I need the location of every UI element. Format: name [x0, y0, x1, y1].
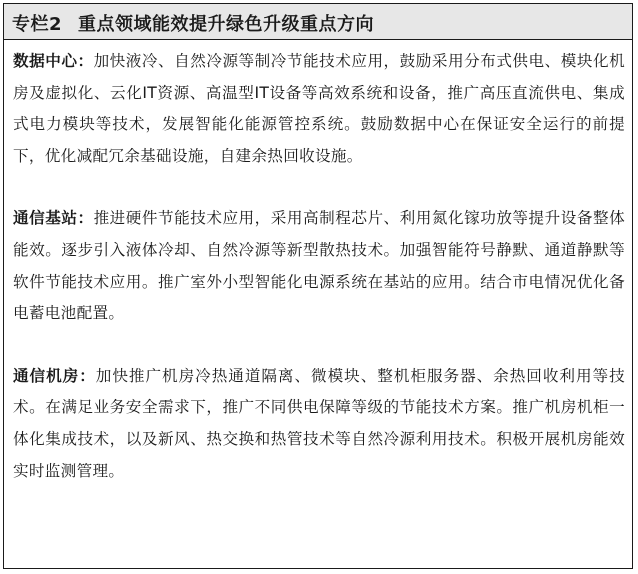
section-base-station	[13, 203, 625, 329]
section-text: 推进硬件节能技术应用，采用高制程芯片、利用氮化镓功放等提升设备整体能效。逐步引入液体冷却、自然冷源等新型散热技术。加强智能符号静默、通道静默等软件节能技术应用。推广室外小型智能化电源系统在基站的应用。结合市电情况优化备电蓄电池配置。	[13, 209, 625, 323]
column-heading: 重点领域能效提升绿色升级重点方向	[78, 14, 375, 35]
section-label: 数据中心：	[13, 52, 94, 70]
column-tag: 专栏2	[12, 14, 63, 35]
section-equipment-room	[13, 361, 625, 487]
section-text: 加快液冷、自然冷源等制冷节能技术应用，鼓励采用分布式供电、模块化机房及虚拟化、云化IT资源、高温型IT设备等高效系统和设备，推广高压直流供电、集成式电力模块等技术，发展智能化能源管控系统。鼓励数据中心在保证安全运行的前提下，优化减配冗余基础设施，自建余热回收设施。	[13, 52, 625, 165]
section-data-center	[13, 46, 625, 172]
column-header	[4, 4, 632, 40]
section-label: 通信基站：	[13, 209, 94, 228]
column-content	[13, 46, 625, 487]
section-label: 通信机房：	[13, 366, 96, 385]
section-text: 加快推广机房冷热通道隔离、微模块、整机柜服务器、余热回收利用等技术。在满足业务安全需求下，推广不同供电保障等级的节能技术方案。推广机房机柜一体化集成技术，以及新风、热交换和热管技术等自然冷源利用技术。积极开展机房能效实时监测管理。	[13, 366, 625, 480]
column-title	[12, 10, 374, 36]
column-box	[3, 3, 633, 569]
